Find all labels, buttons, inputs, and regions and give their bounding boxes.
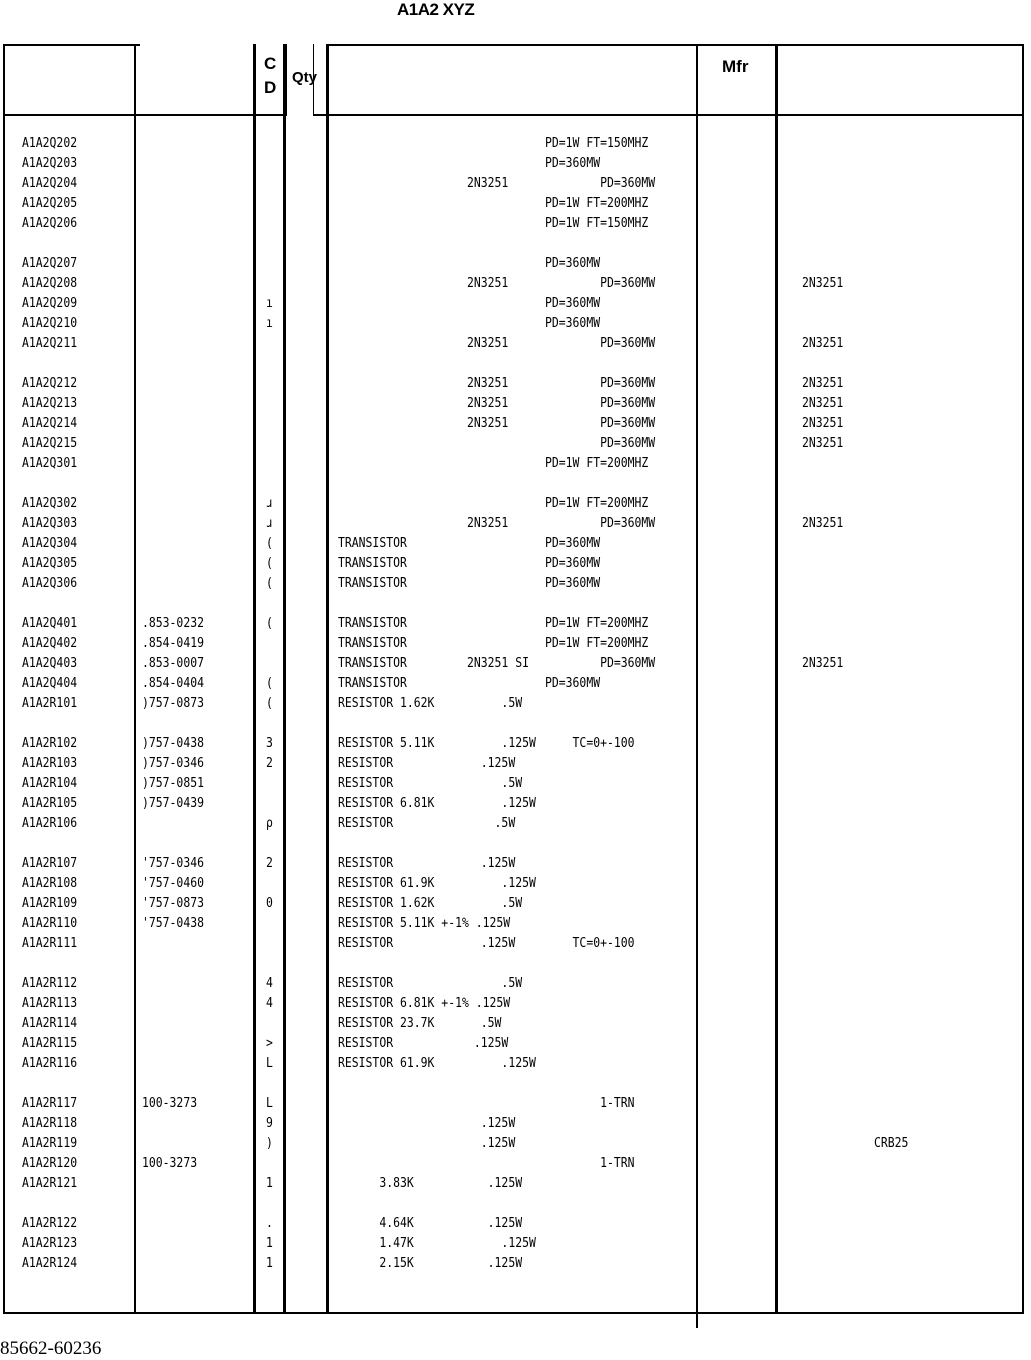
reference-designator: A1A2R119	[22, 1136, 78, 1151]
description-rating: PD=360MW	[545, 256, 601, 271]
reference-designator: A1A2Q213	[22, 396, 78, 411]
description-detail: .125W	[467, 1216, 523, 1231]
description-detail: .125W	[467, 1056, 536, 1071]
table-row	[0, 975, 1031, 993]
description-rating: PD=360MW	[545, 276, 656, 291]
part-number: '757-0873	[142, 896, 204, 911]
mfr-part-number: 2N3251	[802, 656, 844, 671]
table-row	[0, 275, 1031, 293]
description: RESISTOR 61.9K	[338, 876, 435, 891]
description-rating: 1-TRN	[545, 1096, 635, 1111]
table-row	[0, 1055, 1031, 1073]
description-detail: .125W	[467, 1136, 516, 1151]
description-detail: .5W	[467, 976, 523, 991]
part-number: 100-3273	[142, 1096, 198, 1111]
check-digit: 1	[266, 1176, 273, 1191]
table-row	[0, 515, 1031, 533]
reference-designator: A1A2Q403	[22, 656, 78, 671]
part-number: '757-0346	[142, 856, 204, 871]
check-digit: (	[266, 556, 273, 571]
reference-designator: A1A2Q306	[22, 576, 78, 591]
reference-designator: A1A2R107	[22, 856, 78, 871]
description: RESISTOR 6.81K +-1% .125W	[338, 996, 511, 1011]
description: RESISTOR	[338, 856, 394, 871]
description: RESISTOR 5.11K	[338, 736, 435, 751]
check-digit: (	[266, 696, 273, 711]
table-row	[0, 875, 1031, 893]
description-rating: PD=360MW	[545, 556, 601, 571]
table-row	[0, 155, 1031, 173]
part-number: '757-0460	[142, 876, 204, 891]
table-row	[0, 1175, 1031, 1193]
reference-designator: A1A2R114	[22, 1016, 78, 1031]
check-digit: ɹ	[266, 496, 273, 511]
check-digit: 4	[266, 996, 273, 1011]
description: RESISTOR 5.11K +-1% .125W	[338, 916, 511, 931]
check-digit: 0	[266, 896, 273, 911]
reference-designator: A1A2Q401	[22, 616, 78, 631]
header-bottom-rule	[326, 114, 1024, 116]
table-row	[0, 1215, 1031, 1233]
description: 4.64K	[338, 1216, 414, 1231]
table-row	[0, 735, 1031, 753]
description-rating: PD=360MW	[545, 336, 656, 351]
table-bottom-rule	[3, 1312, 1024, 1314]
description-rating: PD=360MW	[545, 156, 601, 171]
mfr-part-number: 2N3251	[802, 516, 844, 531]
part-number: .854-0404	[142, 676, 204, 691]
part-number: )757-0439	[142, 796, 204, 811]
table-row	[0, 795, 1031, 813]
mfr-part-number: 2N3251	[802, 416, 844, 431]
description-rating: PD=360MW	[545, 576, 601, 591]
check-digit: .	[266, 1216, 273, 1231]
check-digit: (	[266, 616, 273, 631]
check-digit: )	[266, 1136, 273, 1151]
table-row	[0, 615, 1031, 633]
reference-designator: A1A2R117	[22, 1096, 78, 1111]
reference-designator: A1A2Q208	[22, 276, 78, 291]
document-number: 85662-60236	[0, 1338, 102, 1359]
description-detail: 2N3251	[467, 336, 509, 351]
description-detail: .125W	[467, 856, 516, 871]
reference-designator: A1A2R123	[22, 1236, 78, 1251]
description: 1.47K	[338, 1236, 414, 1251]
description-rating: PD=360MW	[545, 656, 656, 671]
reference-designator: A1A2Q209	[22, 296, 78, 311]
table-row	[0, 455, 1031, 473]
table-row	[0, 135, 1031, 153]
mfr-part-number-2: CRB25	[874, 1136, 909, 1151]
description-detail: .125W	[467, 876, 536, 891]
description-rating: 1-TRN	[545, 1156, 635, 1171]
description-detail: 2N3251	[467, 276, 509, 291]
table-row	[0, 1095, 1031, 1113]
table-row	[0, 1035, 1031, 1053]
description-rating: TC=0+-100	[545, 736, 635, 751]
description-detail: .5W	[467, 816, 516, 831]
description-rating: PD=360MW	[545, 376, 656, 391]
table-row	[0, 1155, 1031, 1173]
check-digit: L	[266, 1056, 273, 1071]
table-row	[0, 415, 1031, 433]
reference-designator: A1A2R122	[22, 1216, 78, 1231]
description-rating: PD=360MW	[545, 396, 656, 411]
table-row	[0, 375, 1031, 393]
header-bottom-rule	[313, 114, 327, 116]
description-rating: TC=0+-100	[545, 936, 635, 951]
description-rating: PD=1W FT=150MHZ	[545, 136, 649, 151]
description-detail: 2N3251	[467, 176, 509, 191]
description-detail: .125W	[467, 796, 536, 811]
table-row	[0, 915, 1031, 933]
description-detail: .5W	[467, 696, 523, 711]
description: RESISTOR	[338, 756, 394, 771]
mfr-part-number: 2N3251	[802, 376, 844, 391]
reference-designator: A1A2R113	[22, 996, 78, 1011]
part-number: 100-3273	[142, 1156, 198, 1171]
check-digit: 2	[266, 756, 273, 771]
table-row	[0, 175, 1031, 193]
reference-designator: A1A2Q205	[22, 196, 78, 211]
reference-designator: A1A2R115	[22, 1036, 78, 1051]
check-digit: (	[266, 676, 273, 691]
description: TRANSISTOR	[338, 616, 407, 631]
table-row	[0, 255, 1031, 273]
reference-designator: A1A2Q302	[22, 496, 78, 511]
table-row	[0, 1235, 1031, 1253]
table-row	[0, 1115, 1031, 1133]
description-detail: 2N3251	[467, 396, 509, 411]
description: RESISTOR 61.9K	[338, 1056, 435, 1071]
table-row	[0, 1135, 1031, 1153]
reference-designator: A1A2Q303	[22, 516, 78, 531]
reference-designator: A1A2R110	[22, 916, 78, 931]
description-rating: PD=1W FT=200MHZ	[545, 616, 649, 631]
reference-designator: A1A2R118	[22, 1116, 78, 1131]
description-detail: .125W	[467, 736, 536, 751]
table-row	[0, 495, 1031, 513]
reference-designator: A1A2R101	[22, 696, 78, 711]
table-row	[0, 655, 1031, 673]
part-number: )757-0873	[142, 696, 204, 711]
description-detail: .125W	[467, 1256, 523, 1271]
description: RESISTOR	[338, 816, 394, 831]
table-row	[0, 295, 1031, 313]
description: RESISTOR	[338, 1036, 394, 1051]
cd-header-bottom: D	[264, 78, 277, 97]
check-digit: ɹ	[266, 516, 273, 531]
table-row	[0, 555, 1031, 573]
description-rating: PD=1W FT=200MHZ	[545, 196, 649, 211]
check-digit: 1	[266, 1256, 273, 1271]
table-row	[0, 635, 1031, 653]
description-detail: .125W	[467, 756, 516, 771]
reference-designator: A1A2Q202	[22, 136, 78, 151]
reference-designator: A1A2Q211	[22, 336, 78, 351]
table-row	[0, 935, 1031, 953]
description-rating: PD=360MW	[545, 176, 656, 191]
description-detail: .125W	[467, 936, 516, 951]
part-number: )757-0438	[142, 736, 204, 751]
description: 3.83K	[338, 1176, 414, 1191]
table-row	[0, 435, 1031, 453]
reference-designator: A1A2R103	[22, 756, 78, 771]
column-divider	[286, 44, 287, 116]
table-row	[0, 995, 1031, 1013]
description-rating: PD=1W FT=150MHZ	[545, 216, 649, 231]
reference-designator: A1A2R106	[22, 816, 78, 831]
description-detail: .5W	[467, 776, 523, 791]
description-detail: .125W	[467, 1116, 516, 1131]
description-rating: PD=1W FT=200MHZ	[545, 636, 649, 651]
description-detail: .5W	[467, 896, 523, 911]
reference-designator: A1A2Q206	[22, 216, 78, 231]
description: TRANSISTOR	[338, 536, 407, 551]
reference-designator: A1A2R108	[22, 876, 78, 891]
description-detail: 2N3251	[467, 516, 509, 531]
description-detail: 2N3251 SI	[467, 656, 529, 671]
mfr-part-number: 2N3251	[802, 436, 844, 451]
description-rating: PD=1W FT=200MHZ	[545, 456, 649, 471]
table-row	[0, 335, 1031, 353]
check-digit: >	[266, 1036, 273, 1051]
description: RESISTOR 1.62K	[338, 896, 435, 911]
description-rating: PD=360MW	[545, 516, 656, 531]
description-rating: PD=360MW	[545, 316, 601, 331]
check-digit: ρ	[266, 816, 273, 831]
reference-designator: A1A2Q305	[22, 556, 78, 571]
mfr-part-number: 2N3251	[802, 276, 844, 291]
description-rating: PD=360MW	[545, 416, 656, 431]
reference-designator: A1A2R112	[22, 976, 78, 991]
description-rating: PD=360MW	[545, 676, 601, 691]
reference-designator: A1A2R102	[22, 736, 78, 751]
part-number: .854-0419	[142, 636, 204, 651]
reference-designator: A1A2Q207	[22, 256, 78, 271]
description: RESISTOR 23.7K	[338, 1016, 435, 1031]
table-row	[0, 315, 1031, 333]
part-number: '757-0438	[142, 916, 204, 931]
part-number: .853-0232	[142, 616, 204, 631]
description: TRANSISTOR	[338, 576, 407, 591]
check-digit: 9	[266, 1116, 273, 1131]
description: 2.15K	[338, 1256, 414, 1271]
reference-designator: A1A2R105	[22, 796, 78, 811]
table-row	[0, 755, 1031, 773]
description-rating: PD=1W FT=200MHZ	[545, 496, 649, 511]
description: TRANSISTOR	[338, 636, 407, 651]
table-row	[0, 1015, 1031, 1033]
reference-designator: A1A2Q204	[22, 176, 78, 191]
check-digit: (	[266, 576, 273, 591]
check-digit: 2	[266, 856, 273, 871]
check-digit: 1	[266, 1236, 273, 1251]
description: RESISTOR	[338, 776, 394, 791]
part-number: )757-0851	[142, 776, 204, 791]
description: RESISTOR	[338, 936, 394, 951]
part-number: .853-0007	[142, 656, 204, 671]
description-detail: .5W	[467, 1016, 502, 1031]
table-row	[0, 535, 1031, 553]
reference-designator: A1A2R120	[22, 1156, 78, 1171]
cd-header-top: C	[264, 54, 277, 73]
reference-designator: A1A2R124	[22, 1256, 78, 1271]
description: RESISTOR 6.81K	[338, 796, 435, 811]
table-row	[0, 195, 1031, 213]
table-top-rule	[3, 44, 140, 46]
description-detail: .125W	[467, 1176, 523, 1191]
check-digit: ı	[266, 316, 273, 331]
part-number: )757-0346	[142, 756, 204, 771]
description: RESISTOR 1.62K	[338, 696, 435, 711]
reference-designator: A1A2R121	[22, 1176, 78, 1191]
table-row	[0, 395, 1031, 413]
description-rating: PD=360MW	[545, 296, 601, 311]
page-title: A1A2 XYZ	[397, 0, 475, 19]
table-row	[0, 895, 1031, 913]
mfr-part-number: 2N3251	[802, 396, 844, 411]
description-detail: 2N3251	[467, 416, 509, 431]
reference-designator: A1A2Q402	[22, 636, 78, 651]
check-digit: 4	[266, 976, 273, 991]
mfr-header: Mfr	[722, 57, 749, 76]
description-detail: .125W	[467, 1036, 509, 1051]
description-rating: PD=360MW	[545, 436, 656, 451]
reference-designator: A1A2R104	[22, 776, 78, 791]
description-detail: 2N3251	[467, 376, 509, 391]
table-row	[0, 695, 1031, 713]
check-digit: ı	[266, 296, 273, 311]
description: TRANSISTOR	[338, 656, 407, 671]
table-row	[0, 815, 1031, 833]
table-row	[0, 775, 1031, 793]
description-rating: PD=360MW	[545, 536, 601, 551]
reference-designator: A1A2Q301	[22, 456, 78, 471]
reference-designator: A1A2Q203	[22, 156, 78, 171]
check-digit: 3	[266, 736, 273, 751]
reference-designator: A1A2R109	[22, 896, 78, 911]
check-digit: L	[266, 1096, 273, 1111]
table-row	[0, 575, 1031, 593]
mfr-part-number: 2N3251	[802, 336, 844, 351]
description: TRANSISTOR	[338, 556, 407, 571]
reference-designator: A1A2Q214	[22, 416, 78, 431]
table-row	[0, 215, 1031, 233]
reference-designator: A1A2R116	[22, 1056, 78, 1071]
table-row	[0, 675, 1031, 693]
reference-designator: A1A2Q404	[22, 676, 78, 691]
reference-designator: A1A2Q210	[22, 316, 78, 331]
header-bottom-rule	[3, 114, 285, 116]
reference-designator: A1A2Q212	[22, 376, 78, 391]
description: RESISTOR	[338, 976, 394, 991]
description-detail: .125W	[467, 1236, 536, 1251]
table-row	[0, 855, 1031, 873]
reference-designator: A1A2Q215	[22, 436, 78, 451]
reference-designator: A1A2Q304	[22, 536, 78, 551]
reference-designator: A1A2R111	[22, 936, 78, 951]
qty-header: Qty	[292, 69, 318, 86]
table-top-rule	[326, 44, 1024, 46]
description: TRANSISTOR	[338, 676, 407, 691]
table-row	[0, 1255, 1031, 1273]
check-digit: (	[266, 536, 273, 551]
